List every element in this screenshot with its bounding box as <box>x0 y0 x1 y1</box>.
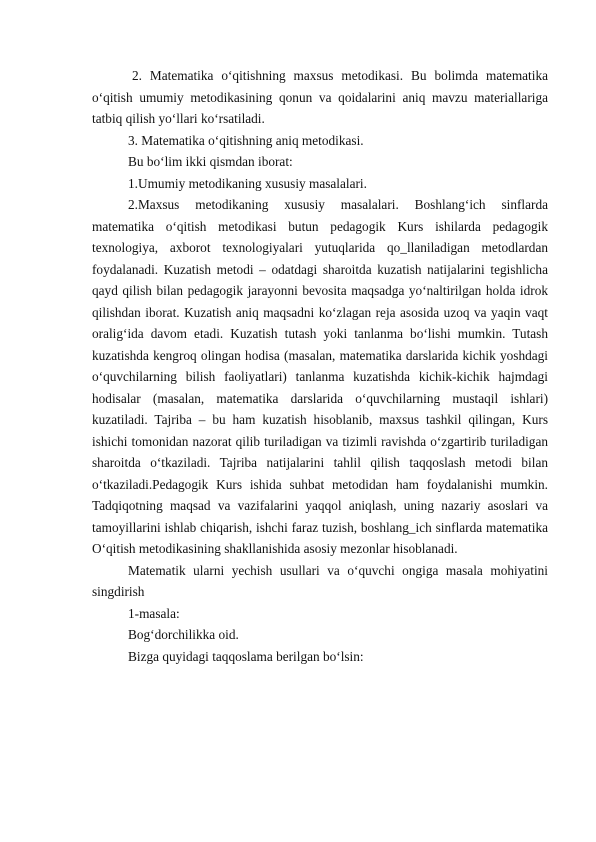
paragraph-given-comparison: Bizga quyidagi taqqoslama berilgan bo‘lsin: <box>128 648 364 664</box>
paragraph-special-methodology-issues: 2.Maxsus metodikaning xususiy masalalari. Boshlang‘ich sinflarda matematika o‘qitish metodikasi butun pedagogik Kurs ishilarda pedagogik texnologiya, axborot texnologiyalari yutuqlarida qo_llaniladigan metodlardan foydalanadi. Kuzatish metodi – odatdagi sharoitda kuzatish natijalarini tegishlicha qayd qilish bilan pedagogik jarayonni bevosita maqsadga yo‘naltirilgan holda idrok qilishdan iborat. Kuzatish aniq maqsadni ko‘zlagan reja asosida uzoq va yaqin vaqt oralig‘ida davom etadi. Kuzatish tutash yoki tanlanma bo‘lishi mumkin. Tutash kuzatishda kengroq olingan hodisa (masalan, matematika darslarida kichik yoshdagi o‘quvchilarning bilish faoliyatlari) tanlanma kuzatishda kichik-kichik hajmdagi hodisalar (masalan, matematika darslarida o‘quvchilarning mustaqil ishlari) kuzatiladi. Tajriba – bu ham kuzatish hisoblanib, maxsus tashkil qilingan, Kurs ishichi tomonidan nazorat qilib turiladigan va tizimli ravishda o‘zgartirib turiladigan sharoitda o‘tkaziladi. Tajriba natijalarini tahlil qilish taqqoslash metodi bilan o‘tkaziladi.Pedagogik Kurs ishida suhbat metodidan ham foydalanishi mumkin. Tadqiqotning maqsad va vazifalarini yaqqol aniqlash, uning nazariy asoslari va tamoyillarini ishlab chiqarish, ishchi faraz tuzish, boshlang_ich sinflarda matematika O‘qitish metodikasining shakllanishida asosiy mezonlar hisoblanadi. <box>92 197 548 556</box>
paragraph-section-parts: Bu bo‘lim ikki qismdan iborat: <box>128 154 293 169</box>
paragraph-solving-methods: Matematik ularni yechish usullari va o‘quvchi ongiga masala mohiyatini singdirish <box>92 562 548 599</box>
paragraph-problem-number: 1-masala: <box>128 605 180 621</box>
document-body <box>92 65 548 667</box>
paragraph-specific-methodology-heading: 3. Matematika o‘qitishning aniq metodikasi. <box>128 132 364 148</box>
paragraph-general-methodology-issues: 1.Umumiy metodikaning xususiy masalalari. <box>128 175 367 191</box>
paragraph-special-methodology: 2. Matematika o‘qitishning maxsus metodikasi. Bu bolimda matematika o‘qitish umumiy metodikasining qonun va qoidalarini aniq mavzu materiallariga tatbiq qilish yo‘llari ko‘rsatiladi. <box>92 68 548 126</box>
paragraph-problem-topic: Bog‘dorchilikka oid. <box>128 627 239 642</box>
